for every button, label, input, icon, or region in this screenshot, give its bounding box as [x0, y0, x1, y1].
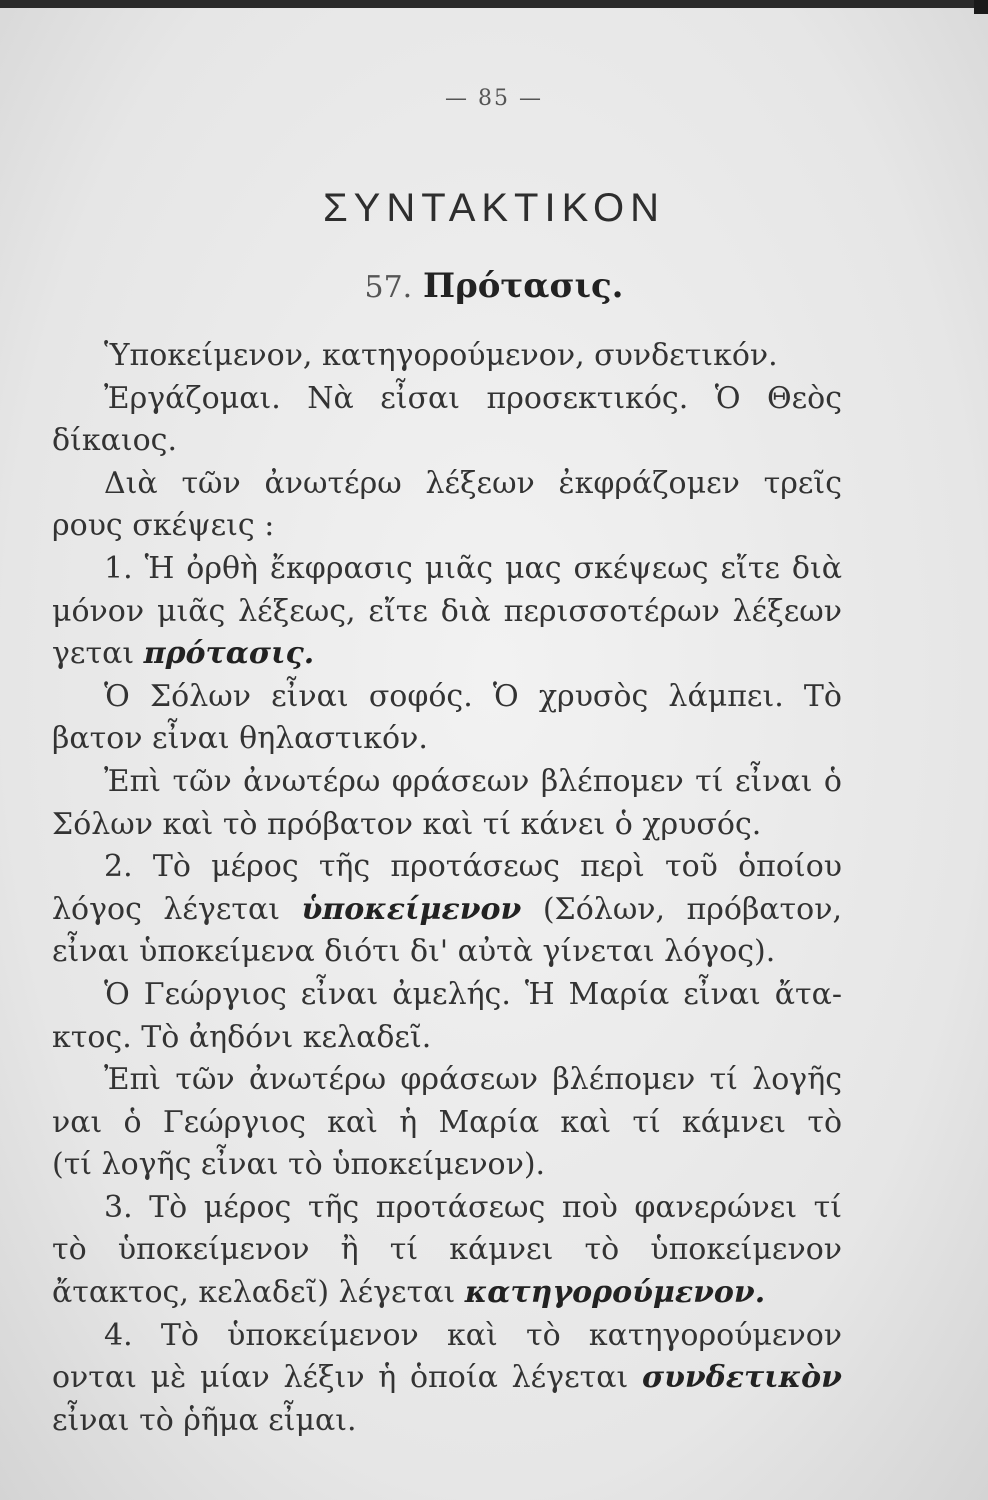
text-line: Σόλων καὶ τὸ πρόβατον καὶ τί κάνει ὁ χρυσός. [52, 806, 762, 842]
paragraph-heading [0, 266, 988, 306]
text-line: ρους σκέψεις : [52, 508, 275, 544]
text-line [52, 1272, 842, 1315]
text-line [52, 1357, 842, 1400]
text-fragment: ἄτακτος, κελαδεῖ) λέγεται [52, 1275, 465, 1311]
heading-word: Πρότασις. [423, 266, 624, 306]
term-hypokeimenon: ὑποκείμενον [301, 891, 522, 927]
text-line: εἶναι τὸ ῥῆμα εἶμαι. [52, 1402, 357, 1438]
scan-edge-top [0, 0, 988, 8]
text-fragment: γεται [52, 636, 144, 672]
term-protasis: πρότασις. [143, 636, 315, 672]
text-fragment: (Σόλων, πρόβατον, [542, 891, 842, 927]
text-line: 2. Τὸ μέρος τῆς προτάσεως περὶ τοῦ ὁποίου [104, 849, 842, 885]
text-line: κτος. Τὸ ἀηδόνι κελαδεῖ. [52, 1019, 432, 1055]
text-line [52, 889, 842, 932]
text-fragment: ονται μὲ μίαν λέξιν ἡ ὁποία λέγεται [52, 1360, 642, 1396]
scan-edge-corner [974, 0, 988, 14]
section-title: ΣΥΝΤΑΚΤΙΚΟΝ [322, 186, 666, 230]
page-number: — 85 — [445, 86, 543, 111]
text-line: Ὁ Σόλων εἶναι σοφός. Ὁ χρυσὸς λάμπει. Τὸ [104, 678, 842, 714]
text-line: 1. Ἡ ὀρθὴ ἔκφρασις μιᾶς μας σκέψεως εἴτε διὰ [104, 550, 842, 586]
text-line: Ἐπὶ τῶν ἀνωτέρω φράσεων βλέπομεν τί εἶναι ὁ [104, 763, 842, 799]
text-line: ναι ὁ Γεώργιος καὶ ἡ Μαρία καὶ τί κάμνει τὸ [52, 1104, 842, 1140]
text-line: μόνον μιᾶς λέξεως, εἴτε διὰ περισσοτέρων λέξεων [52, 593, 842, 629]
text-line: (τί λογῆς εἶναι τὸ ὑποκείμενον). [52, 1147, 546, 1183]
text-line: τὸ ὑποκείμενον ἢ τί κάμνει τὸ ὑποκείμενον [52, 1232, 842, 1268]
term-kategoroumenon: κατηγορούμενον. [464, 1275, 766, 1311]
text-fragment: λόγος λέγεται [52, 891, 302, 927]
term-syndetikon: συνδετικὸν [641, 1360, 842, 1396]
text-line: 3. Τὸ μέρος τῆς προτάσεως ποὺ φανερώνει τί [104, 1189, 842, 1225]
text-line: Διὰ τῶν ἀνωτέρω λέξεων ἐκφράζομεν τρεῖς [104, 465, 842, 501]
text-line: Ὁ Γεώργιος εἶναι ἀμελής. Ἡ Μαρία εἶναι ἄτα- [104, 976, 842, 1012]
text-line [52, 633, 842, 676]
text-line: 4. Τὸ ὑποκείμενον καὶ τὸ κατηγορούμενον [104, 1317, 842, 1353]
body-text [52, 335, 842, 1442]
text-line: Ἐπὶ τῶν ἀνωτέρω φράσεων βλέπομεν τί λογῆς [104, 1062, 842, 1098]
heading-number: 57. [364, 270, 413, 305]
text-line: Ἐργάζομαι. Νὰ εἶσαι προσεκτικός. Ὁ Θεὸς [104, 380, 842, 416]
text-line: δίκαιος. [52, 423, 177, 459]
text-line: βατον εἶναι θηλαστικόν. [52, 721, 428, 757]
text-line: Ὑποκείμενον, κατηγορούμενον, συνδετικόν. [104, 338, 778, 373]
text-line: εἶναι ὑποκείμενα διότι δι' αὐτὰ γίνεται λόγος). [52, 934, 776, 970]
